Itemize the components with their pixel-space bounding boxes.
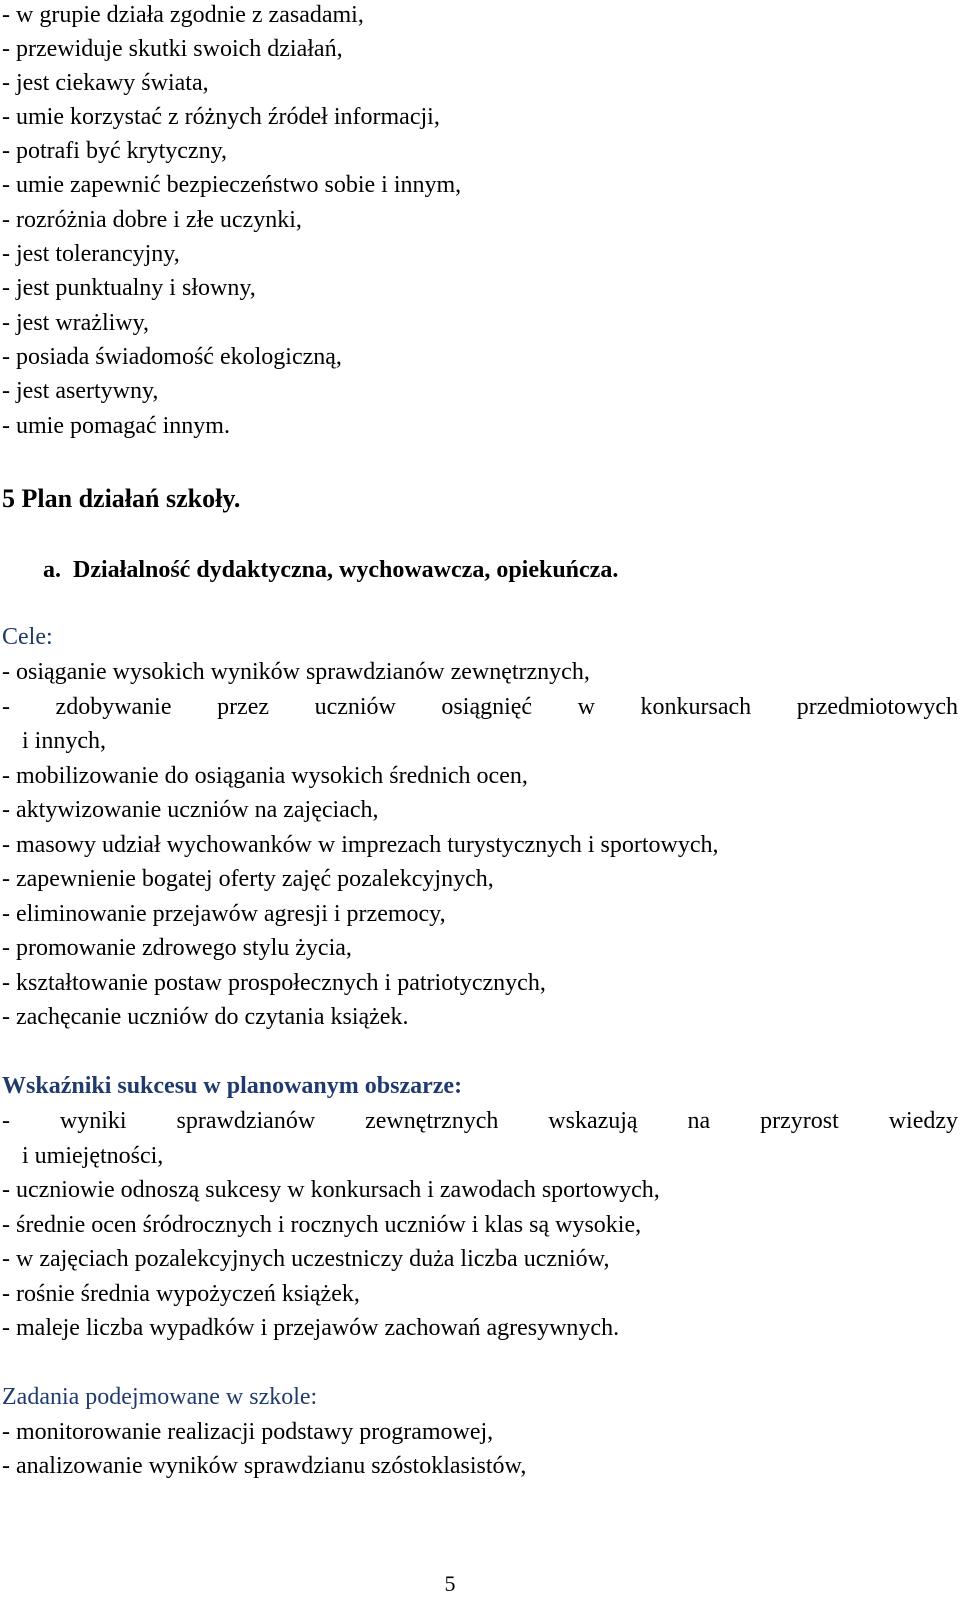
subsection-heading: a. Działalność dydaktyczna, wychowawcza, opiekuńcza.	[43, 557, 619, 583]
wskazniki-item: - wyniki sprawdzianów zewnętrznych wskazują na przyrost wiedzy	[2, 1108, 958, 1134]
intro-list-item: - umie zapewnić bezpieczeństwo sobie i innym,	[2, 172, 462, 198]
wskazniki-item-continuation: i umiejętności,	[22, 1143, 164, 1169]
zadania-label: Zadania podejmowane w szkole:	[2, 1384, 318, 1410]
page-number: 5	[444, 1571, 456, 1596]
intro-list-item: - umie korzystać z różnych źródeł informacji,	[2, 104, 440, 130]
cele-item: - osiąganie wysokich wyników sprawdzianów zewnętrznych,	[2, 659, 590, 685]
intro-list-item: - przewiduje skutki swoich działań,	[2, 36, 343, 62]
wskazniki-item: - rośnie średnia wypożyczeń książek,	[2, 1281, 360, 1307]
intro-list-item: - rozróżnia dobre i złe uczynki,	[2, 207, 302, 233]
intro-list-item: - jest ciekawy świata,	[2, 70, 209, 96]
cele-label: Cele:	[2, 624, 53, 650]
wskazniki-item: - maleje liczba wypadków i przejawów zachowań agresywnych.	[2, 1315, 620, 1341]
intro-list-item: - potrafi być krytyczny,	[2, 138, 228, 164]
wskazniki-item: - w zajęciach pozalekcyjnych uczestniczy duża liczba uczniów,	[2, 1246, 610, 1272]
wskazniki-item: - średnie ocen śródrocznych i rocznych uczniów i klas są wysokie,	[2, 1212, 642, 1238]
zadania-item: - analizowanie wyników sprawdzianu szóstoklasistów,	[2, 1453, 527, 1479]
section-heading: 5 Plan działań szkoły.	[2, 484, 241, 513]
intro-list-item: - jest tolerancyjny,	[2, 241, 180, 267]
cele-item: - masowy udział wychowanków w imprezach turystycznych i sportowych,	[2, 832, 719, 858]
intro-list-item: - jest punktualny i słowny,	[2, 275, 256, 301]
wskazniki-item: - uczniowie odnoszą sukcesy w konkursach i zawodach sportowych,	[2, 1177, 660, 1203]
cele-item: - eliminowanie przejawów agresji i przemocy,	[2, 901, 446, 927]
intro-list-item: - w grupie działa zgodnie z zasadami,	[2, 2, 364, 28]
cele-item: - zachęcanie uczniów do czytania książek.	[2, 1004, 409, 1030]
cele-item-continuation: i innych,	[22, 728, 106, 754]
cele-item: - zdobywanie przez uczniów osiągnięć w konkursach przedmiotowych	[2, 694, 958, 720]
intro-list-item: - jest asertywny,	[2, 378, 159, 404]
cele-item: - promowanie zdrowego stylu życia,	[2, 935, 352, 961]
cele-item: - kształtowanie postaw prospołecznych i patriotycznych,	[2, 970, 546, 996]
cele-item: - aktywizowanie uczniów na zajęciach,	[2, 797, 379, 823]
intro-list-item: - posiada świadomość ekologiczną,	[2, 344, 342, 370]
intro-list-item: - jest wrażliwy,	[2, 310, 150, 336]
wskazniki-label: Wskaźniki sukcesu w planowanym obszarze:	[2, 1073, 463, 1099]
cele-item: - mobilizowanie do osiągania wysokich średnich ocen,	[2, 763, 528, 789]
zadania-item: - monitorowanie realizacji podstawy programowej,	[2, 1419, 494, 1445]
intro-list-item: - umie pomagać innym.	[2, 413, 230, 439]
cele-item: - zapewnienie bogatej oferty zajęć pozalekcyjnych,	[2, 866, 494, 892]
